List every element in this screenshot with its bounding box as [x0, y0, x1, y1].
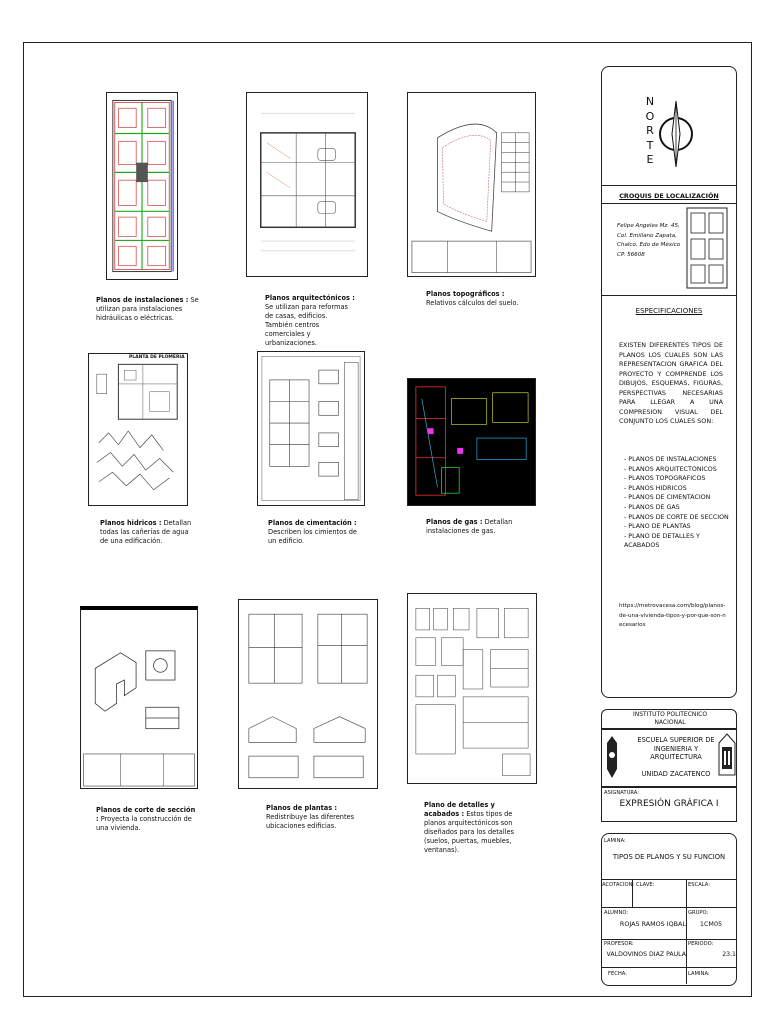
school-name: ESCUELA SUPERIOR DE INGENIERIA Y ARQUITECTURA: [637, 736, 715, 761]
address-line: Felipe Angeles Mz. 45,: [617, 223, 680, 229]
institution-name: INSTITUTO POLITECNICO NACIONAL: [632, 711, 708, 726]
ipn-logo-icon: [605, 735, 619, 779]
plan-title: Plano de detalles y acabados :: [424, 801, 495, 818]
plan-title: Planos de instalaciones :: [96, 296, 189, 304]
plan-caption-plantas: [266, 804, 358, 831]
address-block: [617, 222, 680, 260]
subject-block: [601, 787, 737, 822]
list-item: - PLANOS DE CIMENTACION: [624, 493, 736, 503]
subject-label: ASIGNATURA:: [604, 790, 639, 796]
fecha-label: FECHA:: [608, 971, 627, 977]
plan-caption-corte-seccion: [96, 806, 196, 833]
plan-title: Planos arquitectónicos :: [265, 294, 355, 302]
north-arrow-icon: [658, 99, 694, 169]
escala-label: ESCALA:: [688, 882, 710, 888]
location-map: [686, 207, 728, 289]
plan-description: Describen los cimientos de un edificio.: [268, 528, 357, 545]
plan-description: Detallan todas las cañerías de agua de una edificación.: [100, 519, 192, 545]
plomeria-heading: PLANTA DE PLOMERIA: [129, 355, 185, 360]
esia-logo-icon: [718, 733, 736, 777]
plan-caption-arquitectonicos: [265, 294, 357, 348]
north-letter: T: [646, 138, 654, 152]
acotacion-label: ACOTACION:: [602, 882, 635, 888]
plan-caption-instalaciones: [96, 296, 206, 323]
plan-image-corte-seccion: [80, 606, 198, 789]
plan-description: Se utilizan para instalaciones hidráulicas o eléctricas.: [96, 296, 199, 322]
title-block: [601, 833, 737, 986]
address-line: Chalco, Edo de México: [617, 242, 681, 248]
list-item: - PLANO DE PLANTAS: [624, 522, 736, 532]
plan-caption-topograficos: [426, 290, 526, 308]
clave-label: CLAVE:: [636, 882, 655, 888]
periodo-value: 23.1: [722, 951, 736, 958]
plan-title: Planos topográficos :: [426, 290, 505, 298]
north-letter: E: [646, 153, 654, 166]
north-letter: R: [646, 124, 654, 137]
school-block: [601, 729, 737, 787]
plan-description: Estos tipos de planos arquitectónicos son diseñados para los detalles (suelos, puertas, muebles, ventanas).: [424, 810, 514, 854]
institution-header: [601, 709, 737, 729]
plan-description: Relativos cálculos del suelo.: [426, 299, 519, 307]
croquis-title: CROQUIS DE LOCALIZACIÓN: [619, 192, 719, 200]
plan-image-hidricos: [88, 353, 188, 506]
list-item: - PLANOS HIDRICOS: [624, 484, 736, 494]
lamina-value: TIPOS DE PLANOS Y SU FUNCION: [612, 853, 726, 861]
plan-title: Planos de corte de sección :: [96, 806, 196, 823]
plan-caption-cimentacion: [268, 519, 362, 546]
plan-caption-gas: [426, 518, 526, 536]
lamina-number-label: LAMINA:: [688, 971, 710, 977]
list-item: - PLANOS TOPOGRAFICOS: [624, 474, 736, 484]
plan-title: Planos de plantas :: [266, 804, 338, 812]
profesor-value: VALDOVINOS DIAZ PAULA: [606, 951, 686, 958]
address-line: CP. 56608: [617, 251, 645, 258]
north-section: [602, 67, 736, 185]
north-letter: O: [645, 109, 655, 123]
plan-title: Planos hidricos :: [100, 519, 162, 527]
specs-title: ESPECIFICACIONES: [635, 307, 703, 315]
north-letter: N: [645, 95, 655, 108]
list-item: - PLANOS DE CORTE DE SECCION: [624, 513, 736, 523]
plan-description: Se utilizan para reformas de casas, edificios. También centros comerciales y urbanizaciones.: [265, 303, 348, 347]
plan-types-list: [624, 455, 736, 551]
list-item: - PLANOS DE INSTALACIONES: [624, 455, 736, 465]
address-line: Col. Emiliano Zapata,: [617, 232, 677, 239]
alumno-value: ROJAS RAMOS IQBAL: [619, 920, 686, 928]
plan-image-plantas: [238, 599, 378, 789]
north-letters: [644, 95, 656, 168]
specs-text: EXISTEN DIFERENTES TIPOS DE PLANOS LOS CUALES SON LAS REPRESENTACION GRAFICA DEL PROYECTO Y COMPRENDE LOS DIBUJOS, ESQUEMAS, FIGURAS, PERSPECTIVAS NECESARIAS PARA LLEGAR A UNA COMPRESION VISUAL DEL CONJUNTO LOS CUALES SON:: [619, 341, 723, 425]
plan-description: Proyecta la construcción de una vivienda.: [96, 815, 192, 832]
plan-image-cimentacion: [257, 351, 365, 506]
info-panel: [601, 66, 737, 698]
plan-description: Redistribuye las diferentes ubicaciones edificias.: [266, 813, 355, 830]
unit-name: UNIDAD ZACATENCO: [641, 770, 711, 778]
periodo-label: PERIODO:: [688, 941, 714, 947]
plan-image-detalles: [407, 593, 537, 784]
source-link[interactable]: https://metrovacesa.com/blog/planos-de-una-vivienda-tipos-y-por-que-son-necesarios: [619, 603, 726, 628]
profesor-label: PROFESOR:: [604, 941, 634, 947]
grupo-label: GRUPO:: [688, 910, 709, 916]
alumno-label: ALUMNO:: [604, 910, 629, 916]
grupo-value: 1CM05: [699, 920, 723, 928]
plan-image-arquitectonicos: [246, 92, 368, 277]
plan-caption-detalles: [424, 801, 528, 855]
plan-title: Planos de cimentación :: [268, 519, 357, 527]
list-item: - PLANO DE DETALLES Y ACABADOS: [624, 532, 736, 551]
lamina-label: LAMINA:: [604, 838, 626, 844]
list-item: - PLANOS ARQUITECTONICOS: [624, 465, 736, 475]
plan-caption-hidricos: [100, 519, 196, 546]
subject-value: EXPRESIÓN GRÁFICA I: [619, 799, 719, 809]
plan-image-instalaciones: [106, 92, 178, 280]
list-item: - PLANOS DE GAS: [624, 503, 736, 513]
plan-image-gas: [407, 378, 536, 506]
plan-image-topograficos: [407, 92, 536, 277]
plan-title: Planos de gas :: [426, 518, 483, 526]
plan-description: Detallan instalaciones de gas.: [426, 518, 513, 535]
